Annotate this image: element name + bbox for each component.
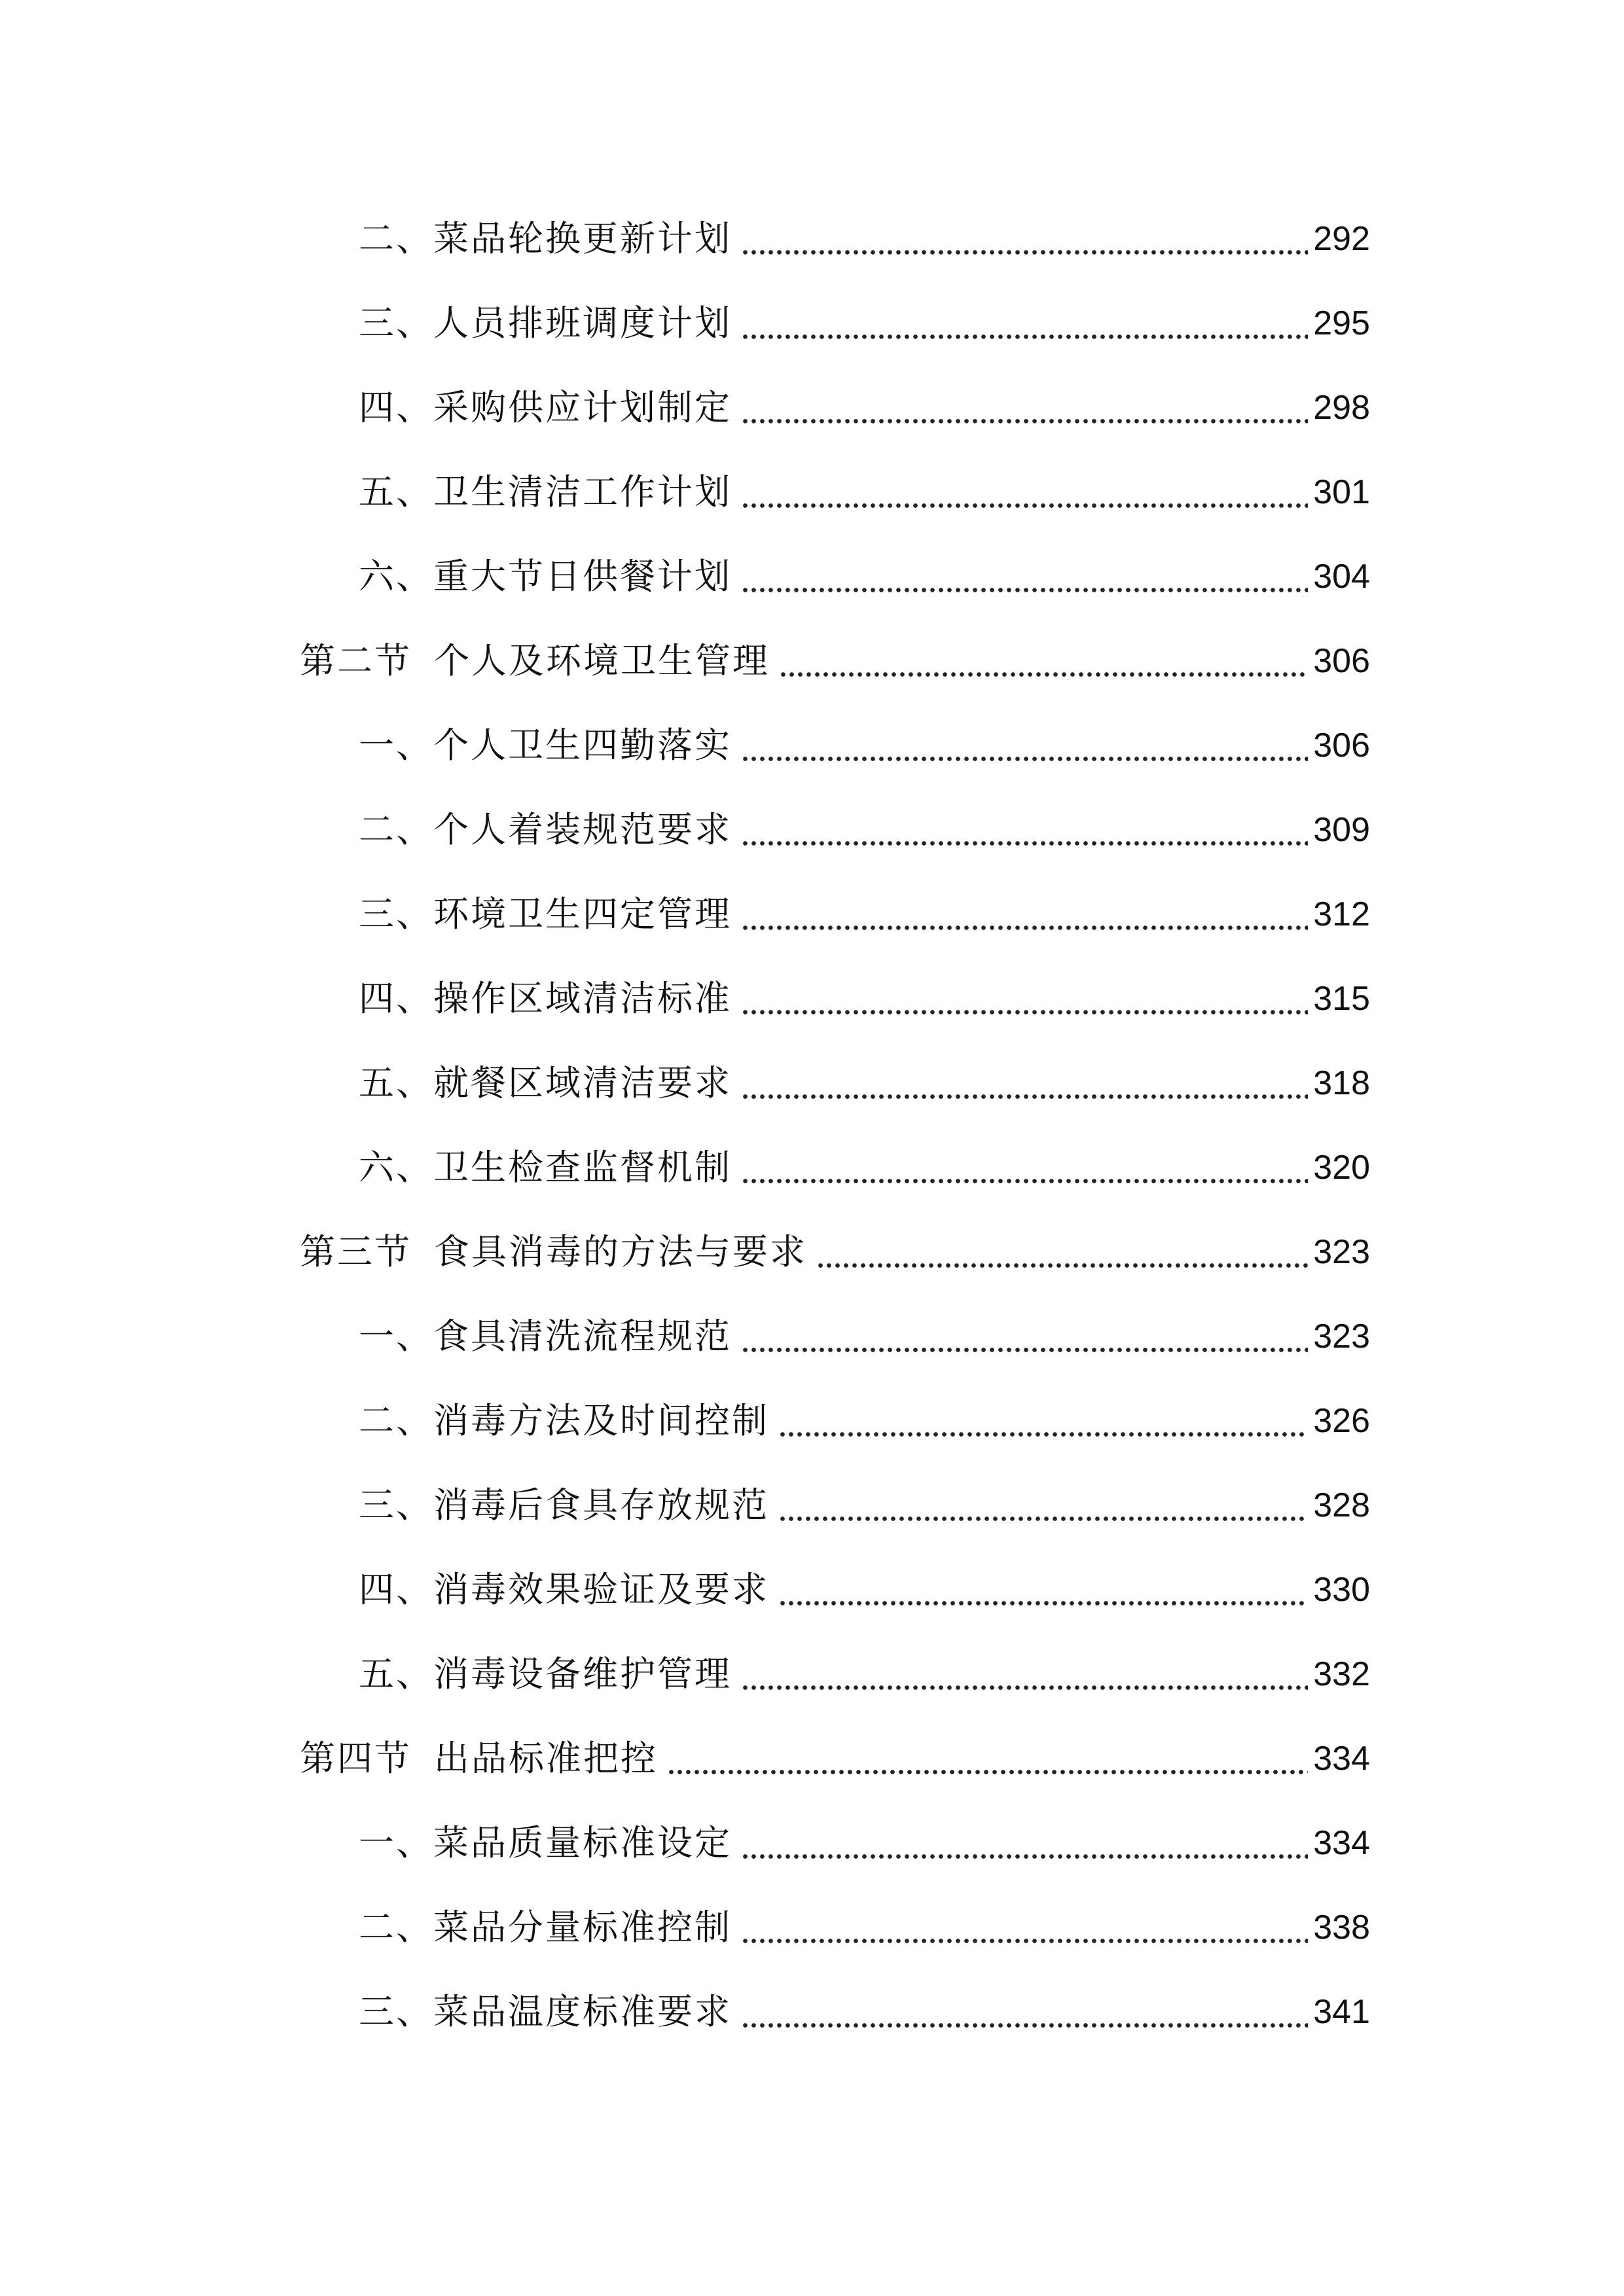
- toc-entry-title: 三、人员排班调度计划: [359, 302, 732, 344]
- dot-leader: [741, 888, 1308, 941]
- toc-entry: [359, 804, 1370, 856]
- toc-entry: [359, 1479, 1370, 1532]
- toc-entry-title: 五、消毒设备维护管理: [359, 1653, 732, 1695]
- toc-entry-page: 304: [1313, 558, 1370, 596]
- dot-leader: [741, 1057, 1308, 1109]
- toc-entry: [359, 1395, 1370, 1447]
- toc-entry-title: 二、消毒方法及时间控制: [359, 1400, 769, 1441]
- dot-leader: [741, 297, 1308, 350]
- section-title: 食具消毒的方法与要求: [434, 1231, 807, 1272]
- toc-entry-title: 三、环境卫生四定管理: [359, 893, 732, 935]
- toc-entry-page: 315: [1313, 980, 1370, 1018]
- dot-leader: [741, 1648, 1308, 1700]
- dot-leader: [741, 213, 1308, 265]
- dot-leader: [741, 804, 1308, 856]
- dot-leader: [778, 1395, 1308, 1447]
- toc-entry-page: 318: [1313, 1064, 1370, 1102]
- toc-entry-title: 二、个人着装规范要求: [359, 809, 732, 850]
- dot-leader: [741, 1141, 1308, 1194]
- toc-entry-title: [300, 635, 770, 687]
- toc-entry-page: 328: [1313, 1486, 1370, 1524]
- dot-leader: [778, 1564, 1308, 1616]
- toc-entry: [359, 1057, 1370, 1109]
- section-title: 个人及环境卫生管理: [434, 640, 770, 681]
- section-title: 出品标准把控: [434, 1738, 658, 1779]
- toc-entry-page: 301: [1313, 473, 1370, 511]
- dot-leader: [741, 973, 1308, 1025]
- toc-entry-page: 326: [1313, 1402, 1370, 1440]
- toc-entry-title: 二、菜品分量标准控制: [359, 1907, 732, 1948]
- toc-entry: [359, 719, 1370, 772]
- dot-leader: [667, 1732, 1308, 1785]
- toc-entry-page: 334: [1313, 1740, 1370, 1778]
- toc-entry-title: 一、个人卫生四勤落实: [359, 725, 732, 766]
- dot-leader: [778, 1479, 1308, 1532]
- toc-entry-title: 一、食具清洗流程规范: [359, 1316, 732, 1357]
- toc-entry: [359, 1648, 1370, 1700]
- toc-entry-page: 312: [1313, 895, 1370, 933]
- toc-entry: [359, 1141, 1370, 1194]
- toc-entry-page: 323: [1313, 1233, 1370, 1271]
- toc-entry: [359, 1986, 1370, 2038]
- toc-entry-title: 五、卫生清洁工作计划: [359, 471, 732, 512]
- toc-entry: [359, 213, 1370, 265]
- toc-entry: [359, 973, 1370, 1025]
- toc-entry-title: [300, 1732, 658, 1785]
- toc-entry-title: [300, 1226, 807, 1278]
- toc-section-entry: [300, 635, 1370, 687]
- toc-entry: [359, 382, 1370, 434]
- toc-entry: [359, 297, 1370, 350]
- toc-entry-title: 六、重大节日供餐计划: [359, 556, 732, 597]
- toc-entry-page: 298: [1313, 389, 1370, 427]
- toc-entry-title: 三、菜品温度标准要求: [359, 1991, 732, 2032]
- section-number: 第四节: [300, 1738, 412, 1779]
- toc-entry-page: 334: [1313, 1824, 1370, 1862]
- dot-leader: [741, 382, 1308, 434]
- toc-entry-title: 六、卫生检查监督机制: [359, 1147, 732, 1188]
- toc-entry-title: 三、消毒后食具存放规范: [359, 1484, 769, 1526]
- toc-section-entry: [300, 1226, 1370, 1278]
- toc-entry-page: 330: [1313, 1571, 1370, 1609]
- toc-entry-title: 五、就餐区域清洁要求: [359, 1062, 732, 1103]
- toc-entry: [359, 1310, 1370, 1363]
- toc-entry-page: 292: [1313, 220, 1370, 258]
- toc-entry-page: 338: [1313, 1909, 1370, 1946]
- dot-leader: [741, 1817, 1308, 1869]
- toc-entry-page: 332: [1313, 1655, 1370, 1693]
- toc-entry-page: 306: [1313, 642, 1370, 680]
- dot-leader: [741, 1310, 1308, 1363]
- toc-entry: [359, 1817, 1370, 1869]
- toc-entry-title: 一、菜品质量标准设定: [359, 1822, 732, 1863]
- toc-entry-page: 341: [1313, 1993, 1370, 2031]
- toc-entry-page: 306: [1313, 726, 1370, 764]
- dot-leader: [779, 635, 1308, 687]
- toc-entry-title: 二、菜品轮换更新计划: [359, 218, 732, 259]
- toc-entry-title: 四、采购供应计划制定: [359, 387, 732, 428]
- toc-entry: [359, 1564, 1370, 1616]
- toc-entry: [359, 888, 1370, 941]
- toc-entry: [359, 466, 1370, 518]
- toc-entry: [359, 1901, 1370, 1954]
- toc-entry: [359, 550, 1370, 603]
- dot-leader: [741, 1901, 1308, 1954]
- toc-entry-title: 四、操作区域清洁标准: [359, 978, 732, 1019]
- toc-entry-page: 320: [1313, 1149, 1370, 1187]
- dot-leader: [741, 466, 1308, 518]
- toc-entry-page: 309: [1313, 811, 1370, 849]
- dot-leader: [741, 1986, 1308, 2038]
- dot-leader: [741, 719, 1308, 772]
- toc-entry-page: 323: [1313, 1318, 1370, 1355]
- toc-entry-title: 四、消毒效果验证及要求: [359, 1569, 769, 1610]
- dot-leader: [816, 1226, 1308, 1278]
- dot-leader: [741, 550, 1308, 603]
- section-number: 第三节: [300, 1231, 412, 1272]
- toc-section-entry: [300, 1732, 1370, 1785]
- section-number: 第二节: [300, 640, 412, 681]
- toc-entry-page: 295: [1313, 304, 1370, 342]
